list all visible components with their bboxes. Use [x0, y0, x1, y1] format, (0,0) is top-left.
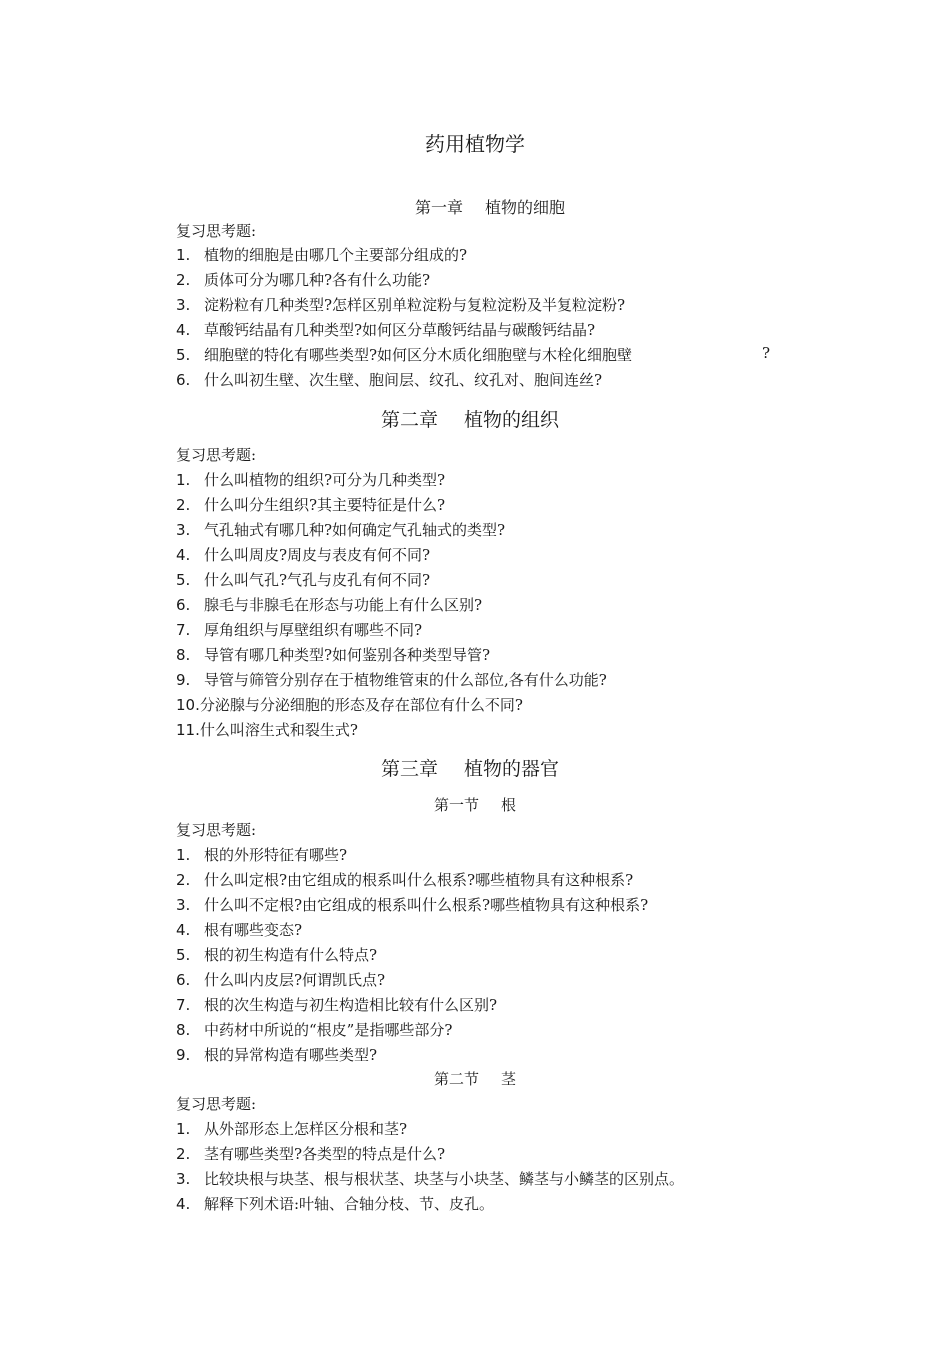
chapter-2-heading [0, 405, 940, 432]
question-item: 11.什么叫溶生式和裂生式? [176, 721, 358, 739]
chapter-1-number: 第一章 [414, 198, 463, 217]
question-item: 8. 中药材中所说的“根皮”是指哪些部分? [176, 1021, 453, 1039]
chapter-2-name: 植物的组织 [464, 409, 560, 431]
section-1-name: 根 [501, 796, 517, 814]
page-title: 药用植物学 [425, 132, 525, 156]
section-2-heading [0, 1068, 950, 1089]
question-item: 5. 根的初生构造有什么特点? [176, 946, 378, 964]
question-item: 5. 什么叫气孔?气孔与皮孔有何不同? [176, 571, 431, 589]
question-item: 2. 茎有哪些类型?各类型的特点是什么? [176, 1145, 446, 1163]
section-1-review-label: 复习思考题: [176, 821, 257, 839]
trailing-question-mark: ? [762, 344, 771, 362]
question-item: 7. 厚角组织与厚壁组织有哪些不同? [176, 621, 423, 639]
section-1-number: 第一节 [433, 796, 479, 814]
question-item: 8. 导管有哪几种类型?如何鉴别各种类型导管? [176, 646, 491, 664]
question-item: 1. 什么叫植物的组织?可分为几种类型? [176, 471, 446, 489]
chapter-3-name: 植物的器官 [464, 758, 560, 780]
question-item: 6. 腺毛与非腺毛在形态与功能上有什么区别? [176, 596, 483, 614]
question-item: 9. 导管与筛管分别存在于植物维管束的什么部位,各有什么功能? [176, 671, 607, 689]
question-item: 6. 什么叫内皮层?何谓凯氏点? [176, 971, 386, 989]
chapter-1-review-label: 复习思考题: [176, 222, 257, 240]
question-item: 5. 细胞壁的特化有哪些类型?如何区分木质化细胞壁与木栓化细胞壁 [176, 346, 633, 364]
chapter-2-review-label: 复习思考题: [176, 446, 257, 464]
question-item: 3. 淀粉粒有几种类型?怎样区别单粒淀粉与复粒淀粉及半复粒淀粉? [176, 296, 626, 314]
question-item: 1. 植物的细胞是由哪几个主要部分组成的? [176, 246, 468, 264]
section-2-number: 第二节 [433, 1070, 479, 1088]
chapter-1-name: 植物的细胞 [485, 198, 566, 217]
question-item: 1. 根的外形特征有哪些? [176, 846, 348, 864]
question-item: 4. 什么叫周皮?周皮与表皮有何不同? [176, 546, 431, 564]
question-item: 2. 什么叫定根?由它组成的根系叫什么根系?哪些植物具有这种根系? [176, 871, 634, 889]
question-item: 4. 根有哪些变态? [176, 921, 303, 939]
question-item: 2. 什么叫分生组织?其主要特征是什么? [176, 496, 446, 514]
section-1-heading [0, 794, 950, 815]
question-item: 9. 根的异常构造有哪些类型? [176, 1046, 378, 1064]
question-item: 7. 根的次生构造与初生构造相比较有什么区别? [176, 996, 498, 1014]
chapter-3-number: 第三章 [380, 758, 438, 780]
question-item: 3. 气孔轴式有哪几种?如何确定气孔轴式的类型? [176, 521, 506, 539]
question-item: 3. 比较块根与块茎、根与根状茎、块茎与小块茎、鳞茎与小鳞茎的区别点。 [176, 1170, 685, 1188]
question-item: 10.分泌腺与分泌细胞的形态及存在部位有什么不同? [176, 696, 523, 714]
question-item: 2. 质体可分为哪几种?各有什么功能? [176, 271, 431, 289]
chapter-3-heading [0, 754, 940, 781]
chapter-1-heading [0, 195, 950, 218]
question-item: 3. 什么叫不定根?由它组成的根系叫什么根系?哪些植物具有这种根系? [176, 896, 649, 914]
question-item: 6. 什么叫初生壁、次生壁、胞间层、纹孔、纹孔对、胞间连丝? [176, 371, 603, 389]
section-2-name: 茎 [501, 1070, 517, 1088]
section-2-review-label: 复习思考题: [176, 1095, 257, 1113]
question-item: 4. 草酸钙结晶有几种类型?如何区分草酸钙结晶与碳酸钙结晶? [176, 321, 596, 339]
chapter-2-number: 第二章 [380, 409, 438, 431]
question-item: 1. 从外部形态上怎样区分根和茎? [176, 1120, 408, 1138]
question-item: 4. 解释下列术语:叶轴、合轴分枝、节、皮孔。 [176, 1195, 495, 1213]
